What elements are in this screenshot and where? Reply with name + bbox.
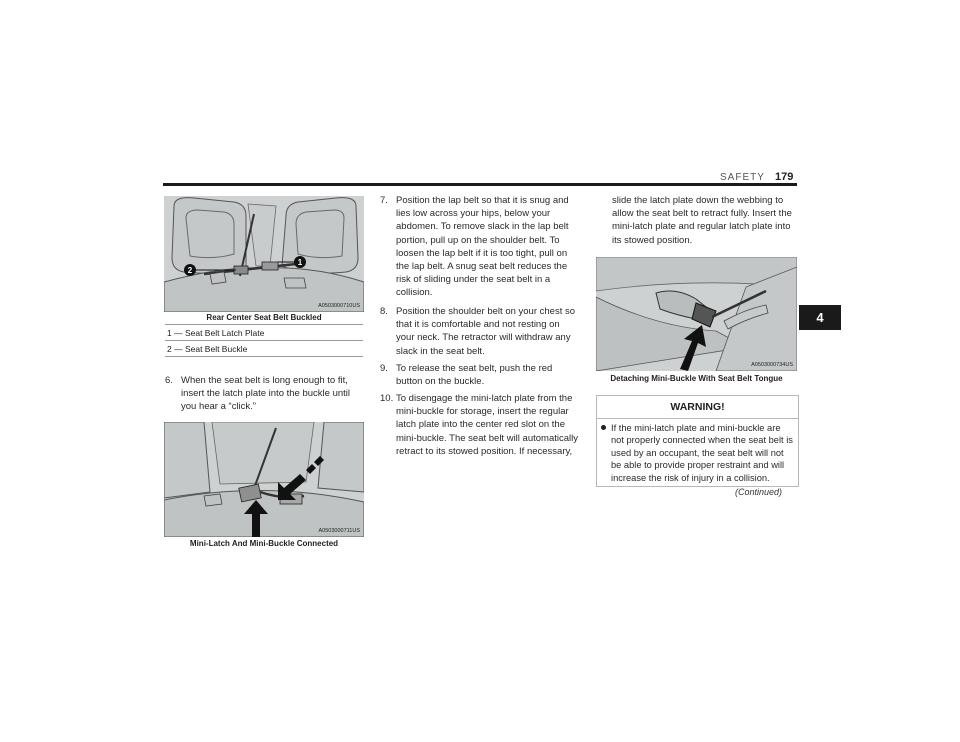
header-rule xyxy=(163,183,797,186)
step-number: 10. xyxy=(380,393,394,404)
warning-text: If the mini-latch plate and mini-buckle are not properly connected when the seat belt is used by an occupant, the seat belt will not be able to provide proper restraint and will increase the risk of injury in a collision. xyxy=(611,423,793,483)
detaching-illustration xyxy=(596,257,797,371)
figure-mini-latch-connected xyxy=(164,422,364,537)
step-text: To disengage the mini-latch plate from the mini-buckle for storage, insert the regular latch plate into the center red slot on the mini-buckle. The seat belt will automatically retract to its stowed position. If necessary, xyxy=(396,393,578,457)
rear-seat-illustration xyxy=(164,196,364,312)
legend-item: 2 — Seat Belt Buckle xyxy=(165,340,363,357)
step-number: 6. xyxy=(165,375,173,386)
warning-box xyxy=(596,395,799,487)
step-10-continuation xyxy=(596,194,797,247)
step-text: Position the shoulder belt on your chest so that it is comfortable and not resting on your neck. The retractor will withdraw any slack in the seat belt. xyxy=(396,306,576,357)
figure-legend xyxy=(165,324,363,357)
figure-caption: Detaching Mini-Buckle With Seat Belt Tongue xyxy=(610,374,783,383)
step-text: To release the seat belt, push the red button on the buckle. xyxy=(396,363,553,388)
figure-code: A0503000710US xyxy=(318,303,360,309)
warning-item xyxy=(597,419,798,484)
step-8 xyxy=(380,305,580,358)
figure-caption: Mini-Latch And Mini-Buckle Connected xyxy=(189,539,339,548)
mini-latch-illustration xyxy=(164,422,364,537)
step-number: 7. xyxy=(380,195,388,206)
bullet-icon xyxy=(601,425,606,430)
step-9 xyxy=(380,362,580,388)
figure-rear-center-seat-belt xyxy=(164,196,364,312)
callout-label-1: 1 xyxy=(297,258,303,267)
warning-title: WARNING! xyxy=(597,396,798,419)
figure-code: A0503000711US xyxy=(318,528,360,534)
figure-caption: Rear Center Seat Belt Buckled xyxy=(206,313,322,322)
page-number: 179 xyxy=(775,171,794,183)
callout-label-2: 2 xyxy=(187,266,193,275)
figure-detaching-mini-buckle xyxy=(596,257,797,371)
step-number: 8. xyxy=(380,306,388,317)
chapter-tab[interactable]: 4 xyxy=(799,305,841,330)
step-10 xyxy=(380,392,580,458)
step-text: slide the latch plate down the webbing to allow the seat belt to retract fully. Insert the mini-latch plate and regular latch plate into its stowed position. xyxy=(612,195,792,246)
step-7 xyxy=(380,194,580,300)
step-6 xyxy=(165,374,365,414)
section-title: SAFETY xyxy=(720,172,765,183)
step-text: When the seat belt is long enough to fit, insert the latch plate into the buckle until you hear a “click.” xyxy=(181,375,350,413)
step-number: 9. xyxy=(380,363,388,374)
continued-label: (Continued) xyxy=(735,487,783,497)
figure-code: A0503000734US xyxy=(751,362,793,368)
step-text: Position the lap belt so that it is snug and lies low across your hips, below your abdomen. To remove slack in the lap belt portion, pull up on the shoulder belt. To loosen the lap belt if it is too tight, pull on the lap belt. A snug seat belt reduces the risk of sliding under the seat belt in a collision. xyxy=(396,195,569,299)
legend-item: 1 — Seat Belt Latch Plate xyxy=(165,324,363,340)
